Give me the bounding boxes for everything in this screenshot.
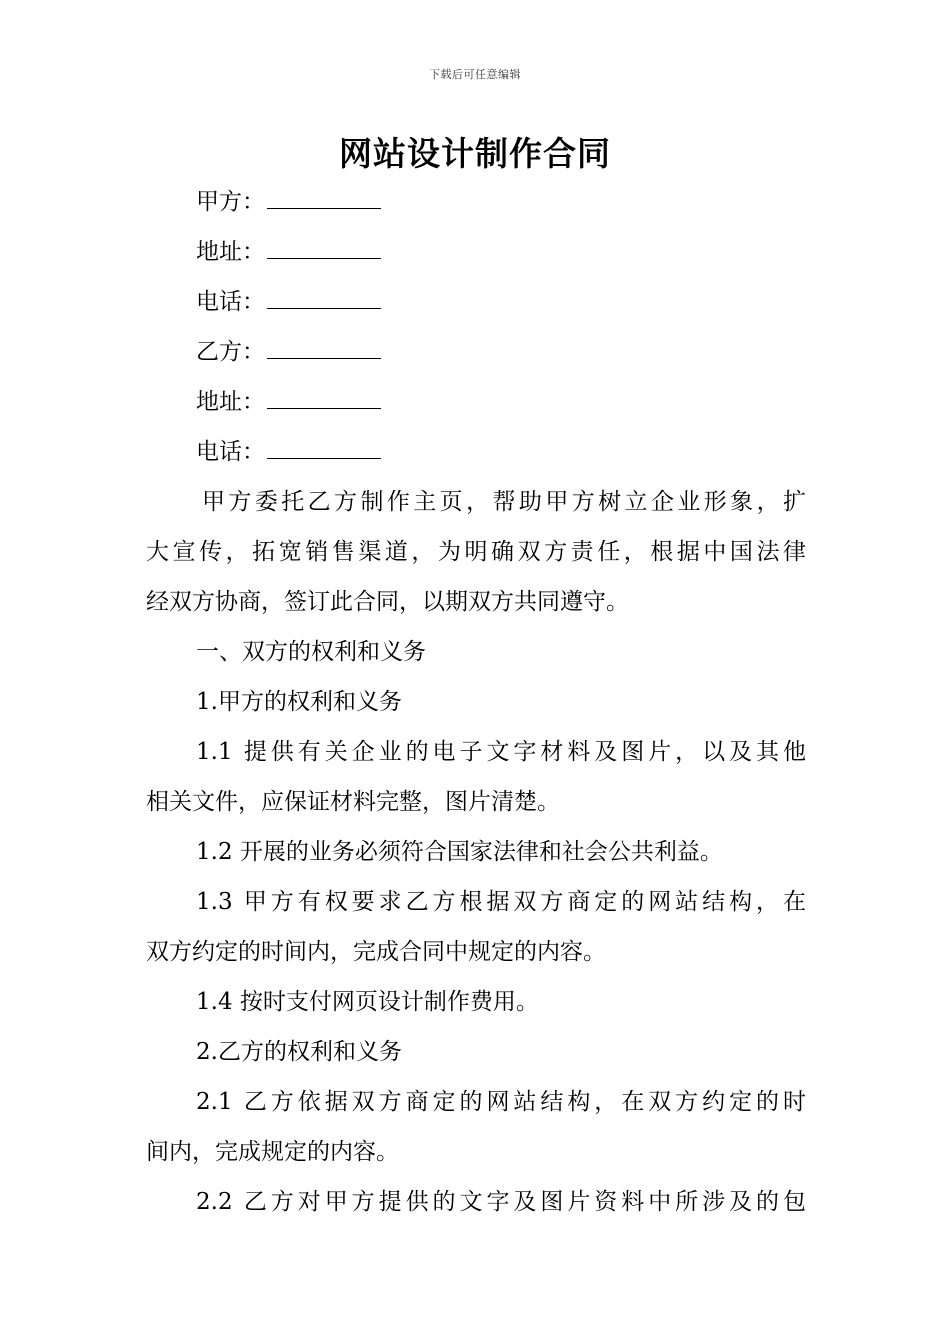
fill-blank (267, 207, 381, 209)
fill-blank (267, 257, 381, 259)
party-line-b-address (146, 377, 806, 427)
subsection-heading: 1.甲方的权利和义务 (196, 689, 402, 715)
clause-line: 1.2 开展的业务必须符合国家法律和社会公共利益。 (196, 839, 723, 865)
intro-line: 甲方委托乙方制作主页，帮助甲方树立企业形象，扩 (202, 489, 806, 515)
section-heading: 一、双方的权利和义务 (196, 639, 426, 665)
party-label: 甲方： (196, 189, 265, 215)
intro-line: 经双方协商，签订此合同，以期双方共同遵守。 (146, 589, 629, 615)
party-line-a-phone (146, 277, 806, 327)
clause-line: 2.2 乙方对甲方提供的文字及图片资料中所涉及的包 (196, 1189, 806, 1215)
clause-line: 2.1 乙方依据双方商定的网站结构，在双方约定的时 (196, 1089, 806, 1115)
party-label: 电话： (196, 439, 265, 465)
fill-blank (267, 357, 381, 359)
party-label: 电话： (196, 289, 265, 315)
clause-line: 1.4 按时支付网页设计制作费用。 (196, 989, 539, 1015)
clause-line: 1.3 甲方有权要求乙方根据双方商定的网站结构，在 (196, 889, 806, 915)
party-line-a (146, 177, 806, 227)
page-title: 网站设计制作合同 (339, 134, 611, 173)
fill-blank (267, 307, 381, 309)
clause-line: 双方约定的时间内，完成合同中规定的内容。 (146, 939, 606, 965)
party-line-b-phone (146, 427, 806, 477)
party-line-b (146, 327, 806, 377)
fill-blank (267, 457, 381, 459)
header-note: 下载后可任意编辑 (429, 68, 521, 81)
party-line-a-address (146, 227, 806, 277)
clause-line: 相关文件，应保证材料完整，图片清楚。 (146, 789, 560, 815)
party-label: 地址： (196, 389, 265, 415)
subsection-heading: 2.乙方的权利和义务 (196, 1039, 402, 1065)
party-label: 乙方： (196, 339, 265, 365)
clause-line: 间内，完成规定的内容。 (146, 1139, 399, 1165)
clause-line: 1.1 提供有关企业的电子文字材料及图片，以及其他 (196, 739, 806, 765)
intro-line: 大宣传，拓宽销售渠道，为明确双方责任，根据中国法律 (146, 539, 806, 565)
fill-blank (267, 407, 381, 409)
contract-body (146, 177, 806, 1227)
party-label: 地址： (196, 239, 265, 265)
